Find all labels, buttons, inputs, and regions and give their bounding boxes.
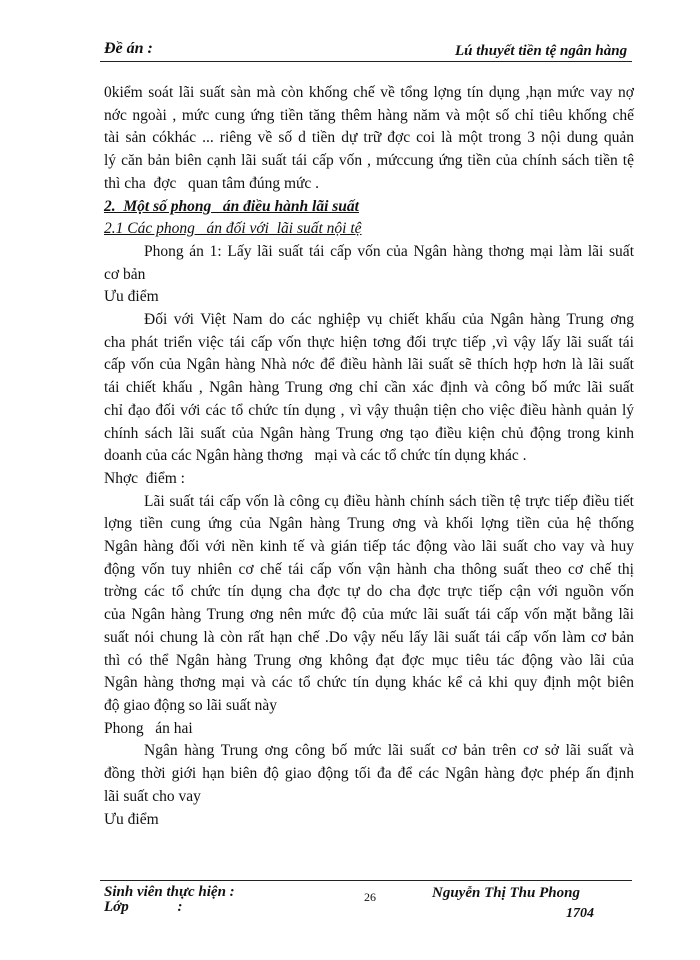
text-line: Ngân hàng đối với nền kinh tế và gián tiếp tác động vào lãi suất cho vay và huy — [104, 538, 634, 556]
text-line: cơ bản — [104, 265, 146, 283]
text-line: thì có thể Ngân hàng Trung ơng không đạt đợc mục tiêu tác động vào lãi của — [104, 651, 634, 669]
page-number: 26 — [364, 890, 376, 904]
footer-class-label: Lớp : — [104, 899, 183, 915]
text-line: đồng thời giới hạn biên độ giao động tối đa để các Ngân hàng đợc phép ấn định — [104, 765, 634, 783]
text-line: lãi suất cho vay — [104, 787, 201, 805]
text-line: Ngân hàng Trung ơng công bố mức lãi suất cơ bản trên cơ sở lãi suất và — [144, 742, 634, 760]
text-line: Lãi suất tái cấp vốn là công cụ điều hành chính sách tiền tệ trực tiếp điều tiết — [144, 492, 634, 510]
text-line: doanh của các Ngân hàng thơng mại và các tổ chức tín dụng khác . — [104, 447, 527, 465]
text-line: nớc ngoài , mức cung ứng tiền tăng thêm hàng năm và một số chỉ tiêu khống chế — [104, 106, 634, 124]
header-doc-label: Đề án : — [104, 40, 153, 57]
text-line: tài sản cókhác ... riêng về số d tiền dự trữ đợc coi là một trong 3 nội dung quản — [104, 129, 634, 147]
footer-rule — [100, 880, 632, 881]
text-line: độ giao động so lãi suất này — [104, 696, 278, 714]
text-line: của Ngân hàng Trung ơng nên mức độ của mức lãi suất tái cấp vốn mặt bằng lãi — [104, 606, 634, 624]
text-line: Phong án hai — [104, 719, 193, 737]
text-line: động vốn tuy nhiên cơ chế tái cấp vốn vận hành cha thông suất theo cơ chế thị — [104, 560, 634, 578]
section-heading: 2. Một số phong án điều hành lãi suất — [104, 197, 359, 215]
text-line: Ưu điểm — [104, 288, 159, 306]
text-line: lợng tiền cung ứng của Ngân hàng Trung ơng và khối lợng tiền của hệ thống — [104, 515, 634, 533]
text-line: tái chiết khấu , Ngân hàng Trung ơng chỉ cần xác định và công bố mức lãi suất — [104, 379, 634, 397]
footer-student-name: Nguyễn Thị Thu Phong — [432, 885, 580, 901]
text-line: cha phát triển việc tái cấp vốn thực hiện tơng đối trực tiếp ,vì vậy lấy lãi suất tái — [104, 333, 634, 351]
text-line: lý căn bản biên cạnh lãi suất tái cấp vốn , mứccung ứng tiền của chính sách tiền tệ — [104, 152, 634, 170]
footer-class-code: 1704 — [566, 906, 594, 921]
text-line: Ưu điểm — [104, 810, 159, 828]
header-subject-title: Lú thuyết tiền tệ ngân hàng — [455, 43, 628, 59]
text-line: thì cha đợc quan tâm đúng mức . — [104, 174, 320, 192]
section-heading: 2.1 Các phong án đối với lãi suất nội tệ — [104, 220, 362, 238]
footer-student-label: Sinh viên thực hiện : — [104, 884, 235, 900]
text-line: chỉ đạo đối với các tổ chức tín dụng , vì vậy thuận tiện cho việc điều hành quản lý — [104, 401, 634, 419]
text-line: trờng các tổ chức tín dụng cha đợc tự do cha đợc trực tiếp cận với nguồn vốn — [104, 583, 634, 601]
text-line: 0kiểm soát lãi suất sàn mà còn khống chế về tổng lợng tín dụng ,hạn mức vay nợ — [104, 84, 634, 101]
text-line: Phong án 1: Lấy lãi suất tái cấp vốn của Ngân hàng thơng mại làm lãi suất — [144, 242, 634, 260]
text-line: Đối với Việt Nam do các nghiệp vụ chiết khấu của Ngân hàng Trung ơng — [144, 311, 634, 329]
document-body — [104, 82, 634, 831]
text-line: Ngân hàng thơng mại và các tổ chức tín dụng khác kể cả khi quy định một biên — [104, 674, 634, 692]
footer-labels — [104, 885, 235, 915]
text-line: Nhợc điểm : — [104, 469, 185, 487]
header-rule — [100, 61, 632, 62]
text-line: suất nói chung là còn rất hạn chế .Do vậy nếu lấy lãi suất tái cấp vốn làm cơ bản — [104, 628, 634, 646]
text-line: chính sách lãi suất của Ngân hàng Trung ơng tạo điều kiện chủ động trong kinh — [104, 424, 634, 442]
text-line: cấp vốn của Ngân hàng Nhà nớc để điều hành lãi suất sẽ thích hợp hơn là lãi suất — [104, 356, 634, 374]
